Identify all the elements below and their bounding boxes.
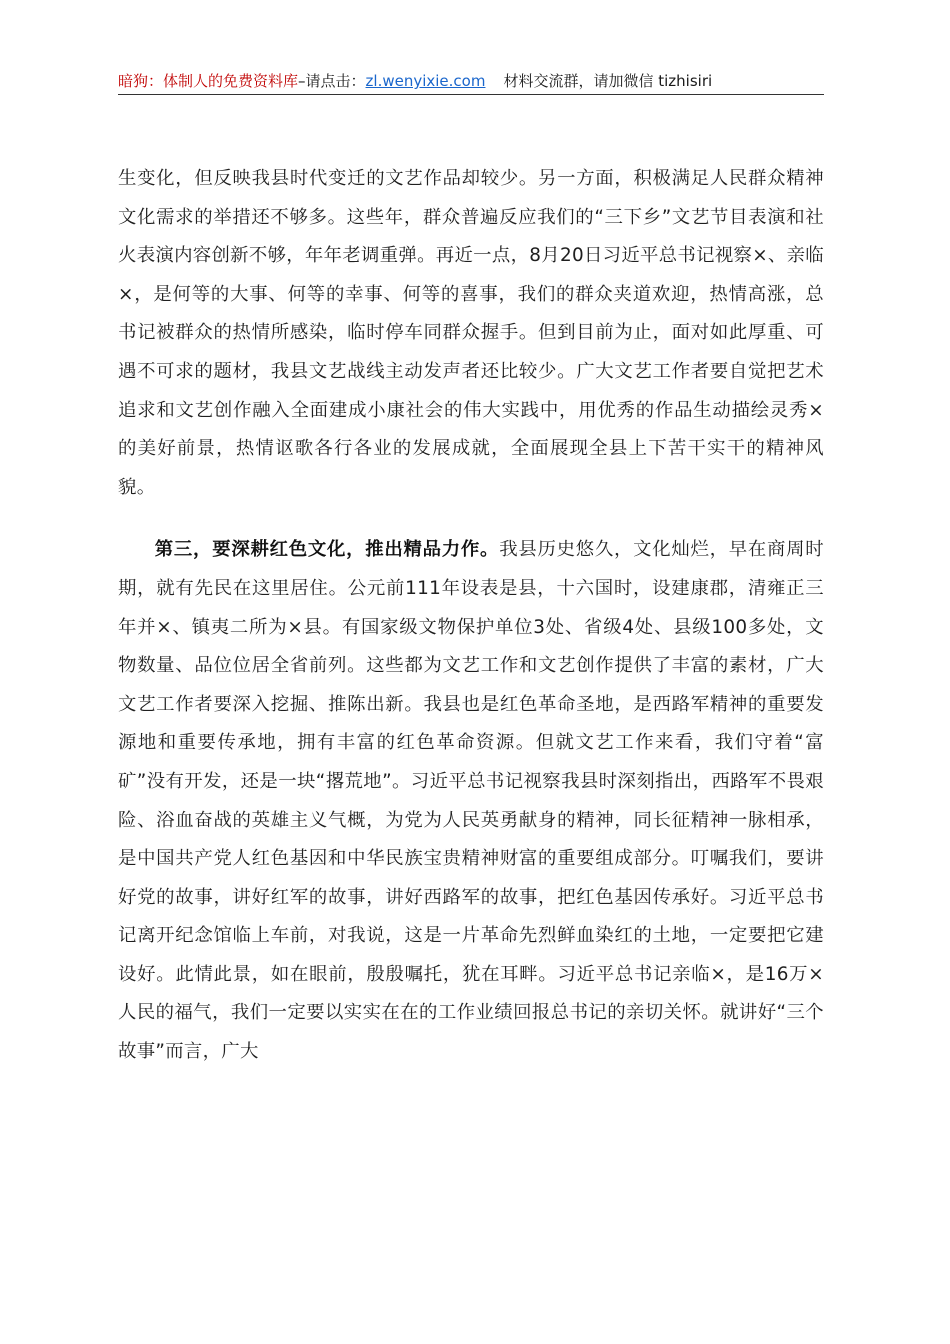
page-header bbox=[118, 70, 824, 94]
header-contact: 材料交流群，请加微信 tizhisiri bbox=[503, 72, 713, 90]
paragraph-1-text: 生变化，但反映我县时代变迁的文艺作品却较少。另一方面，积极满足人民群众精神文化需求的举措还不够多。这些年，群众普遍反应我们的“三下乡”文艺节目表演和社火表演内容创新不够，年年老调重弹。再近一点，8月20日习近平总书记视察×、亲临×，是何等的大事、何等的幸事、何等的喜事，我们的群众夹道欢迎，热情高涨，总书记被群众的热情所感染，临时停车同群众握手。但到目前为止，面对如此厚重、可遇不可求的题材，我县文艺战线主动发声者还比较少。广大文艺工作者要自觉把艺术追求和文艺创作融入全面建成小康社会的伟大实践中，用优秀的作品生动描绘灵秀×的美好前景，热情讴歌各行各业的发展成就，全面展现全县上下苦干实干的精神风貌。 bbox=[118, 168, 824, 498]
document-body bbox=[118, 160, 824, 1072]
paragraph-2-lead: 第三，要深耕红色文化，推出精品力作。 bbox=[154, 539, 500, 561]
paragraph-2 bbox=[118, 531, 824, 1071]
header-link[interactable]: zl.wenyixie.com bbox=[365, 72, 486, 90]
paragraph-2-text: 我县历史悠久，文化灿烂，早在商周时期，就有先民在这里居住。公元前111年设表是县，十六国时，设建康郡，清雍正三年并×、镇夷二所为×县。有国家级文物保护单位3处、省级4处、县级100多处，文物数量、品位位居全省前列。这些都为文艺工作和文艺创作提供了丰富的素材，广大文艺工作者要深入挖掘、推陈出新。我县也是红色革命圣地，是西路军精神的重要发源地和重要传承地，拥有丰富的红色革命资源。但就文艺工作来看，我们守着“富矿”没有开发，还是一块“撂荒地”。习近平总书记视察我县时深刻指出，西路军不畏艰险、浴血奋战的英雄主义气概，为党为人民英勇献身的精神，同长征精神一脉相承，是中国共产党人红色基因和中华民族宝贵精神财富的重要组成部分。叮嘱我们，要讲好党的故事，讲好红军的故事，讲好西路军的故事，把红色基因传承好。习近平总书记离开纪念馆临上车前，对我说，这是一片革命先烈鲜血染红的土地，一定要把它建设好。此情此景，如在眼前，殷殷嘱托，犹在耳畔。习近平总书记亲临×，是16万×人民的福气，我们一定要以实实在在的工作业绩回报总书记的亲切关怀。就讲好“三个故事”而言，广大 bbox=[118, 539, 824, 1063]
header-prompt: –请点击： bbox=[298, 72, 366, 90]
paragraph-1 bbox=[118, 160, 824, 507]
header-divider bbox=[118, 94, 824, 95]
header-brand: 暗狗：体制人的免费资料库 bbox=[118, 72, 299, 90]
